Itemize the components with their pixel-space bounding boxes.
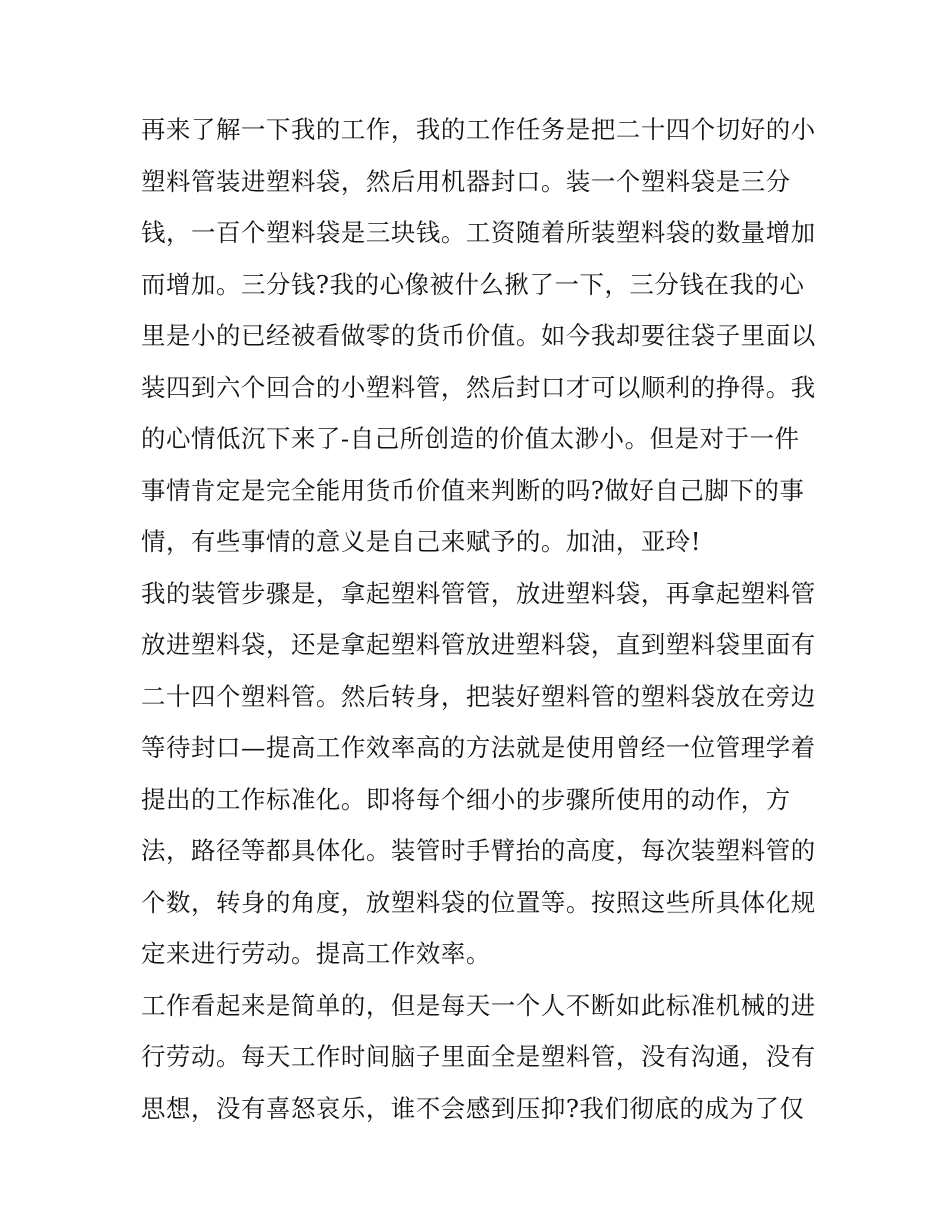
text-line: 法，路径等都具体化。装管时手臂抬的高度，每次装塑料管的 [141,836,816,865]
text-line: 塑料管装进塑料袋，然后用机器封口。装一个塑料袋是三分 [141,166,791,196]
text-line: 思想，没有喜怒哀乐，谁不会感到压抑?我们彻底的成为了仅 [141,1093,805,1123]
text-line: 情，有些事情的意义是自己来赋予的。加油，亚玲! [141,527,702,556]
text-line: 提出的工作标准化。即将每个细小的步骤所使用的动作，方 [141,784,791,814]
text-line: 再来了解一下我的工作，我的工作任务是把二十四个切好的小 [141,115,816,144]
text-line: 个数，转身的角度，放塑料袋的位置等。按照这些所具体化规 [141,887,816,917]
text-line: 我的装管步骤是，拿起塑料管管，放进塑料袋，再拿起塑料管 [141,578,816,608]
text-line: 的心情低沉下来了-自己所创造的价值太渺小。但是对于一件 [141,424,800,453]
text-line: 钱，一百个塑料袋是三块钱。工资随着所装塑料袋的数量增加 [141,218,816,247]
text-line: 放进塑料袋，还是拿起塑料管放进塑料袋，直到塑料袋里面有 [141,630,816,659]
text-line: 里是小的已经被看做零的货币价值。如今我却要往袋子里面以 [141,321,816,350]
text-line: 而增加。三分钱?我的心像被什么揪了一下，三分钱在我的心 [141,269,805,299]
text-line: 工作看起来是简单的，但是每天一个人不断如此标准机械的进 [141,990,816,1020]
text-line: 等待封口—提高工作效率高的方法就是使用曾经一位管理学着 [141,733,816,762]
text-line: 二十四个塑料管。然后转身，把装好塑料管的塑料袋放在旁边 [141,681,816,711]
text-line: 定来进行劳动。提高工作效率。 [141,939,491,968]
text-line: 行劳动。每天工作时间脑子里面全是塑料管，没有沟通，没有 [141,1042,816,1071]
text-line: 事情肯定是完全能用货币价值来判断的吗?做好自己脚下的事 [141,475,805,505]
document-body [141,104,816,1134]
text-line: 装四到六个回合的小塑料管，然后封口才可以顺利的挣得。我 [141,372,816,402]
